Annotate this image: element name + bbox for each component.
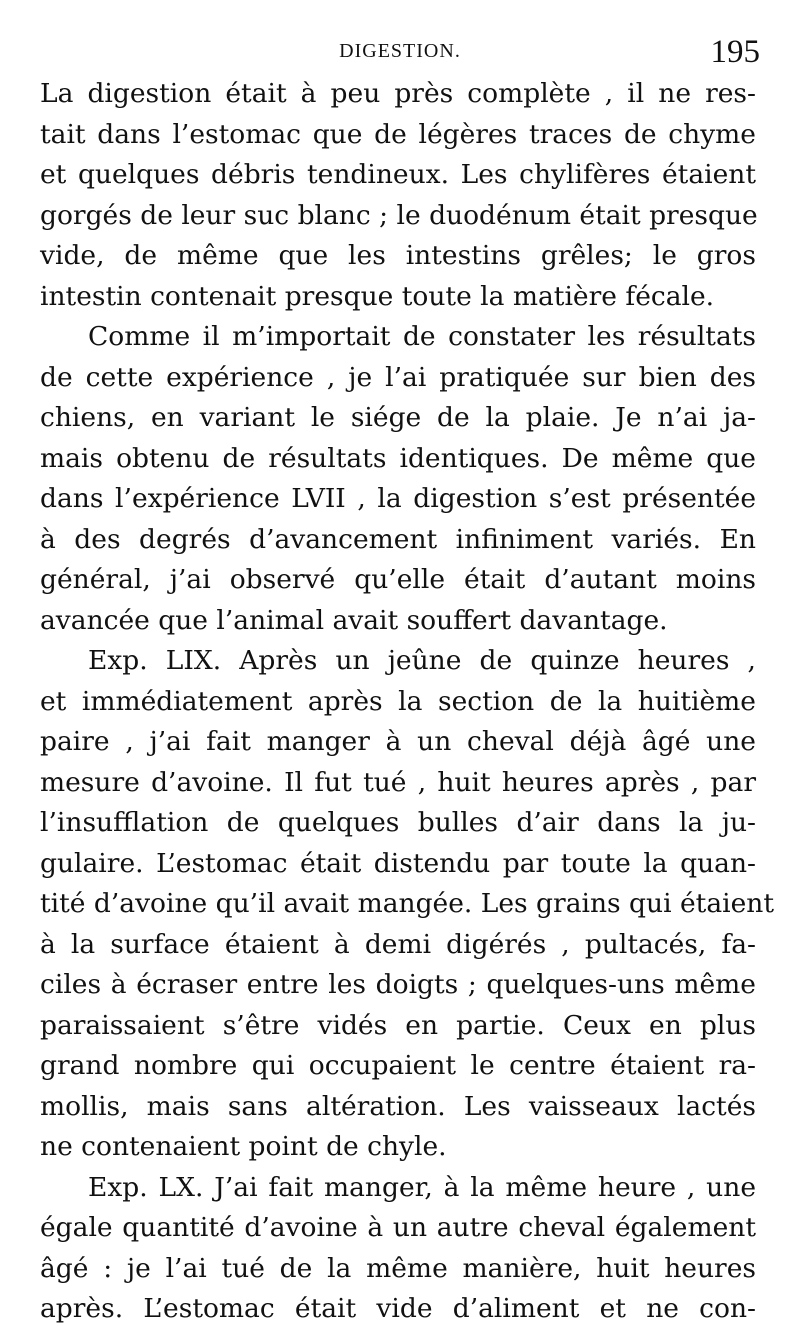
text-line: tité d’avoine qu’il avait mangée. Les grains qui étaient (40, 888, 774, 919)
text-line: à la surface étaient à demi digérés , pultacés, fa- (40, 928, 756, 960)
page-header (40, 34, 760, 74)
text-line: et quelques débris tendineux. Les chylifères étaient (40, 159, 756, 190)
text-line: avancée que l’animal avait souffert davantage. (40, 604, 668, 636)
text-line: général, j’ai observé qu’elle était d’autant moins (40, 564, 756, 595)
text-line: égale quantité d’avoine à un autre cheval également (40, 1212, 756, 1243)
text-line: La digestion était à peu près complète , il ne res- (40, 78, 756, 109)
experiment-heading-line: Exp. LX. J’ai fait manger, à la même heure , une (88, 1171, 756, 1203)
paragraph-start-line: Comme il m’importait de constater les résultats (88, 321, 756, 352)
text-line: vide, de même que les intestins grêles; le gros (40, 240, 756, 271)
text-line: mollis, mais sans altération. Les vaisseaux lactés (40, 1090, 756, 1122)
text-line: mais obtenu de résultats identiques. De même que (40, 442, 756, 474)
text-line: l’insufflation de quelques bulles d’air dans la ju- (40, 807, 756, 838)
text-line: grand nombre qui occupaient le centre étaient ra- (40, 1050, 756, 1081)
text-line: dans l’expérience LVII , la digestion s’est présentée (40, 483, 756, 514)
text-line: mesure d’avoine. Il fut tué , huit heures après , par (40, 766, 756, 798)
text-line: après. L’estomac était vide d’aliment et ne con- (40, 1293, 756, 1324)
text-line: tait dans l’estomac que de légères traces de chyme (40, 118, 756, 150)
experiment-heading-line: Exp. LIX. Après un jeûne de quinze heures , (88, 645, 756, 676)
page-number: 195 (710, 34, 760, 70)
running-head: DIGESTION. (339, 40, 461, 62)
text-line: chiens, en variant le siége de la plaie. Je n’ai ja- (40, 402, 756, 433)
text-line: et immédiatement après la section de la huitième (40, 685, 756, 717)
text-line: âgé : je l’ai tué de la même manière, huit heures (40, 1252, 756, 1284)
text-line: à des degrés d’avancement infiniment variés. En (40, 523, 756, 555)
body-text (40, 74, 774, 1330)
text-line: intestin contenait presque toute la matière fécale. (40, 280, 715, 312)
text-line: paire , j’ai fait manger à un cheval déjà âgé une (40, 726, 756, 757)
text-line: gulaire. L’estomac était distendu par toute la quan- (40, 847, 756, 879)
text-line: ciles à écraser entre les doigts ; quelques-uns même (40, 969, 756, 1000)
text-line: gorgés de leur suc blanc ; le duodénum était presque (40, 199, 758, 231)
text-line: de cette expérience , je l’ai pratiquée sur bien des (40, 361, 756, 393)
text-line: ne contenaient point de chyle. (40, 1131, 447, 1162)
text-line: paraissaient s’être vidés en partie. Ceux en plus (40, 1009, 756, 1041)
